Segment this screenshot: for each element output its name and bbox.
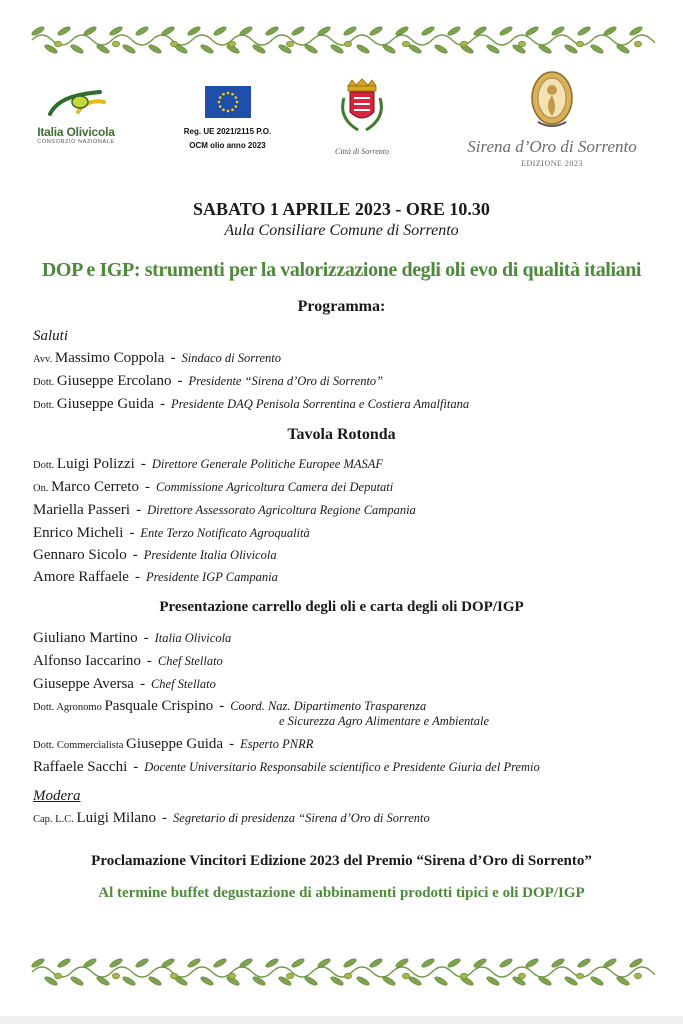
- olive-fruit: [54, 973, 61, 979]
- eu-reg-line1: Reg. UE 2021/2115 P.O.: [183, 127, 272, 136]
- speaker-name: Amore Raffaele: [33, 569, 129, 585]
- olive-leaf: [434, 43, 449, 55]
- speaker-name: Giuseppe Guida: [126, 736, 224, 752]
- speaker-row: [33, 653, 223, 670]
- olive-leaf: [356, 43, 371, 55]
- olive-leaf: [499, 957, 514, 969]
- speaker-title: Dott. Agronomo: [33, 702, 105, 713]
- speaker-row: [33, 525, 310, 542]
- olive-leaf: [57, 25, 72, 37]
- speaker-title: Dott.: [33, 377, 57, 388]
- siren-medallion-icon: [528, 70, 576, 130]
- separator-dash: -: [129, 525, 135, 541]
- speaker-role-line2: e Sicurezza Agro Alimentare e Ambientale: [279, 714, 490, 728]
- speaker-title: Avv.: [33, 354, 55, 365]
- speaker-name: Pasquale Crispino: [104, 698, 214, 714]
- speaker-title: On.: [33, 483, 52, 494]
- speaker-row: [33, 350, 281, 367]
- speaker-name: Giuseppe Aversa: [33, 676, 134, 692]
- separator-dash: -: [143, 630, 149, 646]
- olive-leaf: [525, 25, 540, 37]
- olive-leaf: [590, 975, 605, 987]
- olive-leaf: [369, 957, 384, 969]
- speaker-role: Segretario di presidenza “Sirena d’Oro di Sorrento: [173, 811, 430, 825]
- olive-fruit: [518, 41, 525, 47]
- separator-dash: -: [229, 736, 235, 752]
- olive-leaf: [499, 25, 514, 37]
- olive-leaf: [447, 25, 462, 37]
- speaker-title: Dott.: [33, 400, 57, 411]
- speaker-name: Gennaro Sicolo: [33, 547, 127, 563]
- speaker-role: Docente Universitario Responsabile scientifico e Presidente Giuria del Premio: [144, 760, 540, 774]
- olive-leaf: [200, 975, 215, 987]
- olive-leaf: [57, 957, 72, 969]
- eu-logo: [170, 86, 285, 151]
- olive-leaf: [577, 957, 592, 969]
- sorrento-coat-of-arms: [322, 78, 402, 156]
- separator-dash: -: [134, 569, 140, 585]
- speaker-row: [33, 569, 278, 586]
- modera-label: Modera: [33, 788, 81, 804]
- separator-dash: -: [177, 373, 183, 389]
- separator-dash: -: [162, 810, 168, 826]
- speaker-role: Esperto PNRR: [240, 737, 314, 751]
- olive-leaf: [70, 43, 85, 55]
- separator-dash: -: [159, 396, 165, 412]
- speaker-row: [33, 396, 469, 413]
- olive-leaf: [564, 43, 579, 55]
- speaker-role: Presidente DAQ Penisola Sorrentina e Costiera Amalfitana: [170, 397, 470, 411]
- speaker-name: Luigi Milano: [76, 810, 157, 826]
- speaker-title: Dott.: [33, 460, 57, 471]
- olive-leaf: [213, 957, 228, 969]
- speaker-name: Enrico Micheli: [33, 525, 124, 541]
- olive-leaf: [265, 25, 280, 37]
- olive-leaf: [369, 25, 384, 37]
- olive-leaf: [83, 25, 98, 37]
- olive-leaf: [161, 957, 176, 969]
- olive-leaf: [135, 25, 150, 37]
- olive-fruit: [460, 973, 467, 979]
- olive-leaf: [200, 43, 215, 55]
- olive-fruit: [634, 41, 641, 47]
- city-caption: Città di Sorrento: [335, 147, 389, 156]
- olive-fruit: [634, 973, 641, 979]
- olive-leaf: [577, 25, 592, 37]
- presentazione-heading: Presentazione carrello degli oli e carta degli oli DOP/IGP: [159, 599, 524, 615]
- olive-leaf: [590, 43, 605, 55]
- olive-leaf: [356, 975, 371, 987]
- olive-leaf: [304, 975, 319, 987]
- speaker-row: [33, 736, 313, 753]
- separator-dash: -: [170, 350, 176, 366]
- buffet-text: Al termine buffet degustazione di abbinamenti prodotti tipici e oli DOP/IGP: [98, 885, 585, 901]
- speaker-role: Direttore Assessorato Agricoltura Regione Campania: [147, 503, 416, 517]
- olive-leaf: [122, 975, 137, 987]
- speaker-row: [33, 456, 383, 473]
- coat-of-arms-icon: [336, 78, 388, 140]
- italia-olivicola-sub: CONSORZIO NAZIONALE: [37, 139, 115, 145]
- event-date: SABATO 1 APRILE 2023 - ORE 10.30: [193, 199, 490, 219]
- speaker-row: [33, 373, 383, 390]
- olive-fruit: [286, 973, 293, 979]
- speaker-role: Presidente IGP Campania: [145, 570, 278, 584]
- olive-fruit: [286, 41, 293, 47]
- speaker-name: Raffaele Sacchi: [33, 759, 128, 775]
- olive-leaf: [83, 957, 98, 969]
- olive-fruit: [170, 973, 177, 979]
- speaker-name: Giuseppe Ercolano: [56, 373, 172, 389]
- speaker-row: [33, 698, 490, 728]
- olive-leaf: [148, 975, 163, 987]
- olive-leaf: [122, 43, 137, 55]
- olive-fruit: [460, 41, 467, 47]
- eu-flag-icon: [205, 86, 251, 118]
- speaker-row: [33, 547, 277, 564]
- olive-leaf: [382, 975, 397, 987]
- olive-leaf: [291, 957, 306, 969]
- separator-dash: -: [219, 698, 225, 714]
- eu-reg-line2: OCM olio anno 2023: [189, 141, 266, 150]
- event-venue: Aula Consiliare Comune di Sorrento: [224, 222, 459, 239]
- speaker-row: [33, 630, 231, 647]
- speaker-role: Direttore Generale Politiche Europee MASAF: [151, 457, 384, 471]
- olive-fruit: [228, 41, 235, 47]
- separator-dash: -: [133, 759, 139, 775]
- olive-leaf: [265, 957, 280, 969]
- olive-leaf: [343, 25, 358, 37]
- olive-leaf: [421, 25, 436, 37]
- olive-fruit: [228, 973, 235, 979]
- bottom-strip: [0, 1016, 683, 1024]
- olive-leaf: [564, 975, 579, 987]
- speaker-row: [33, 502, 416, 519]
- speaker-name: Luigi Polizzi: [56, 456, 135, 472]
- speaker-role: Commissione Agricoltura Camera dei Deputati: [155, 480, 394, 494]
- separator-dash: -: [136, 502, 142, 518]
- olive-fruit: [518, 973, 525, 979]
- olive-leaf: [148, 43, 163, 55]
- olive-fruit: [170, 41, 177, 47]
- olive-garland-bottom: [28, 950, 655, 992]
- speaker-name: Alfonso Iaccarino: [33, 653, 141, 669]
- olive-leaf: [382, 43, 397, 55]
- olive-leaf: [304, 43, 319, 55]
- speaker-role: Presidente Italia Olivicola: [143, 548, 277, 562]
- proclamation-text: Proclamazione Vincitori Edizione 2023 del Premio “Sirena d’Oro di Sorrento”: [91, 853, 592, 869]
- olive-fruit: [344, 973, 351, 979]
- separator-dash: -: [146, 653, 152, 669]
- olive-leaf: [525, 957, 540, 969]
- sirena-name: Sirena d’Oro di Sorrento: [467, 137, 637, 156]
- olive-leaf: [135, 957, 150, 969]
- separator-dash: -: [144, 479, 150, 495]
- tavola-rotonda-heading: Tavola Rotonda: [287, 426, 396, 443]
- olive-leaf: [70, 975, 85, 987]
- speaker-row: [33, 810, 430, 827]
- sirena-edition: EDIZIONE 2023: [521, 159, 583, 168]
- olive-fruit: [54, 41, 61, 47]
- olive-leaf: [343, 957, 358, 969]
- speaker-role: Ente Terzo Notificato Agroqualità: [140, 526, 310, 540]
- speaker-name: Massimo Coppola: [54, 350, 165, 366]
- olive-fruit: [344, 41, 351, 47]
- speaker-name: Giuliano Martino: [33, 630, 138, 646]
- speaker-name: Mariella Passeri: [33, 502, 131, 518]
- olive-leaf: [603, 957, 618, 969]
- speaker-role: Sindaco di Sorrento: [181, 351, 281, 365]
- speaker-name: Marco Cerreto: [51, 479, 139, 495]
- speaker-role: Presidente “Sirena d’Oro di Sorrento”: [188, 374, 384, 388]
- olive-leaf: [421, 957, 436, 969]
- separator-dash: -: [139, 676, 145, 692]
- sirena-doro-logo: [452, 70, 652, 168]
- olive-leaf: [434, 975, 449, 987]
- olive-leaf: [447, 957, 462, 969]
- speaker-role: Italia Olivicola: [154, 631, 232, 645]
- program-heading: Programma:: [297, 298, 386, 315]
- olive-leaf: [291, 25, 306, 37]
- speaker-row: [33, 676, 216, 693]
- olive-garland-top: [28, 18, 655, 60]
- olive-leaf: [161, 25, 176, 37]
- olive-fruit: [576, 973, 583, 979]
- logo-bar: [0, 70, 683, 180]
- event-title: DOP e IGP: strumenti per la valorizzazione degli oli evo di qualità italiani: [41, 259, 642, 281]
- olive-fruit: [112, 41, 119, 47]
- speaker-role: Chef Stellato: [157, 654, 223, 668]
- speaker-row: [33, 479, 393, 496]
- olive-leaf: [603, 25, 618, 37]
- olive-fruit: [112, 973, 119, 979]
- italia-olivicola-logo: [26, 88, 126, 145]
- olive-fruit: [576, 41, 583, 47]
- speaker-name: Giuseppe Guida: [56, 396, 154, 412]
- separator-dash: -: [132, 547, 138, 563]
- speaker-title: Cap. L.C.: [33, 814, 77, 825]
- olive-fruit: [402, 41, 409, 47]
- separator-dash: -: [140, 456, 146, 472]
- olive-drop-icon: [44, 88, 108, 118]
- saluti-label: Saluti: [33, 328, 69, 344]
- italia-olivicola-name: Italia Olivicola: [37, 125, 115, 139]
- olive-fruit: [402, 973, 409, 979]
- olive-leaf: [213, 25, 228, 37]
- speaker-title: Dott. Commercialista: [33, 740, 127, 751]
- speaker-role: Chef Stellato: [150, 677, 216, 691]
- speaker-row: [33, 759, 540, 776]
- speaker-role: Coord. Naz. Dipartimento Trasparenza: [230, 699, 427, 713]
